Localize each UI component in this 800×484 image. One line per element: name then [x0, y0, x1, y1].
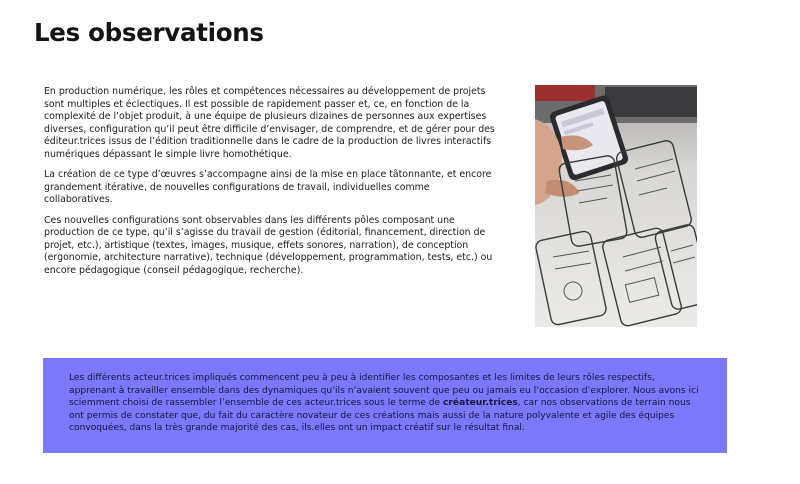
callout-bold-term: créateur.trices	[443, 398, 518, 409]
callout-text-end: , car nos observations de terrain nous ont permis de constater que, du fait du caractère novateur de ces créations mais aussi de la nature polyvalente et agile des équipes convoquées, dans la très grande majorité des cas, ils.elles ont un impact créatif sur le résultat final.	[69, 398, 691, 434]
callout-text	[69, 372, 701, 435]
highlight-callout	[43, 358, 727, 453]
article-body	[44, 86, 496, 285]
wireframe-sketch-photo	[535, 85, 697, 327]
paragraph-3: Ces nouvelles configurations sont observables dans les différents pôles composant une production de ce type, qu’il s’agisse du travail de gestion (éditorial, financement, direction de projet, etc.), artistique (textes, images, musique, effets sonores, narration), de conception (ergonomie, architecture narrative), technique (développement, programmation, tests, etc.) ou encore pédagogique (conseil pédagogique, recherche).	[44, 214, 493, 276]
page-title: Les observations	[34, 18, 264, 47]
paragraph-2: La création de ce type d’œuvres s’accompagne ainsi de la mise en place tâtonnante, et encore grandement itérative, de nouvelles configurations de travail, individuelles comme collaboratives.	[44, 169, 492, 205]
callout-text-start: Les différents acteur.trices impliqués commencent peu à peu à identifier les composantes et les limites de leurs rôles respectifs, apprenant à travailler ensemble dans des dynamiques qu’ils n’avaient souvent que peu ou jamais eu l’occasion d’explorer. Nous avons ici sciemment choisi de rassembler l’ensemble de ces acteur.trices sous le terme de	[69, 373, 699, 409]
paragraph-1: En production numérique, les rôles et compétences nécessaires au développement de projets sont multiples et éclectiques. Il est possible de rapidement passer et, ce, en fonction de la complexité de l’objet produit, à une équipe de plusieurs dizaines de personnes aux expertises diverses, configuration qu’il peut être difficile d’envisager, de comprendre, et de gérer pour des éditeur.trices issus de l’édition traditionnelle dans le cadre de la production de livres interactifs numériques dépassant le simple livre homothétique.	[44, 86, 495, 160]
